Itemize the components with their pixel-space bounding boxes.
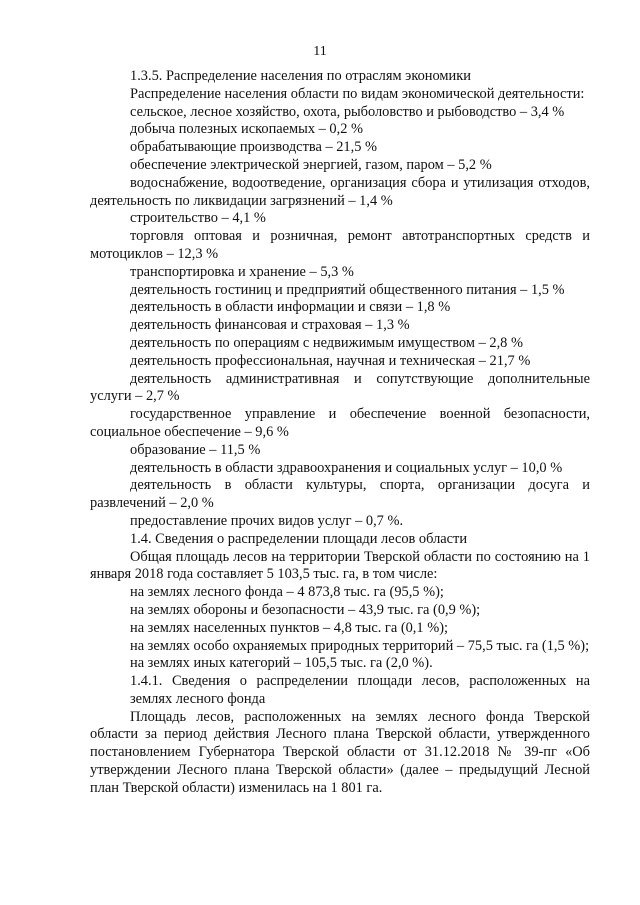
paragraph: сельское, лесное хозяйство, охота, рыболовство и рыбоводство – 3,4 % <box>130 103 565 120</box>
paragraph: деятельность профессиональная, научная и техническая – 21,7 % <box>130 352 531 369</box>
paragraph: обрабатывающие производства – 21,5 % <box>130 139 378 156</box>
document-body <box>90 68 590 798</box>
page-number: 11 <box>313 44 327 59</box>
paragraph: Площадь лесов, расположенных на землях лесного фонда Тверской области за период действия Лесного плана Тверской области, утвержденного постановлением Губернатора Тверской области от 31.12.2018 № 39-пг «Об утверждении Лесного плана Тверской области» (далее – предыдущий Лесной план Тверской области) изменилась на 1 801 га. <box>90 708 590 796</box>
paragraph: водоснабжение, водоотведение, организация сбора и утилизация отходов, деятельность по ликвидации загрязнений – 1,4 % <box>90 174 590 209</box>
paragraph: на землях лесного фонда – 4 873,8 тыс. га (95,5 %); <box>130 584 444 601</box>
paragraph: деятельность административная и сопутствующие дополнительные услуги – 2,7 % <box>90 370 590 405</box>
paragraph: предоставление прочих видов услуг – 0,7 %. <box>130 512 404 529</box>
paragraph: деятельность финансовая и страховая – 1,3 % <box>130 317 410 334</box>
paragraph: деятельность по операциям с недвижимым имуществом – 2,8 % <box>130 334 523 351</box>
paragraph: 1.3.5. Распределение населения по отраслям экономики <box>130 68 471 84</box>
paragraph: Общая площадь лесов на территории Тверской области по состоянию на 1 января 2018 года составляет 5 103,5 тыс. га, в том числе: <box>90 548 590 583</box>
paragraph: образование – 11,5 % <box>130 441 261 458</box>
paragraph: торговля оптовая и розничная, ремонт автотранспортных средств и мотоциклов – 12,3 % <box>90 228 590 262</box>
paragraph: на землях населенных пунктов – 4,8 тыс. га (0,1 %); <box>130 619 448 636</box>
paragraph: добыча полезных ископаемых – 0,2 % <box>130 121 363 138</box>
paragraph: деятельность в области культуры, спорта, организации досуга и развлечений – 2,0 % <box>90 477 590 512</box>
paragraph: 1.4.1. Сведения о распределении площади лесов, расположенных на землях лесного фонда <box>130 673 590 707</box>
paragraph: 1.4. Сведения о распределении площади лесов области <box>130 530 468 547</box>
paragraph: на землях иных категорий – 105,5 тыс. га (2,0 %). <box>130 655 433 672</box>
paragraph: строительство – 4,1 % <box>130 210 266 227</box>
paragraph: на землях обороны и безопасности – 43,9 тыс. га (0,9 %); <box>130 601 481 618</box>
paragraph: Распределение населения области по видам экономической деятельности: <box>130 85 585 102</box>
paragraph: транспортировка и хранение – 5,3 % <box>130 263 354 280</box>
paragraph: обеспечение электрической энергией, газом, паром – 5,2 % <box>130 156 492 173</box>
paragraph: деятельность гостиниц и предприятий общественного питания – 1,5 % <box>130 281 565 298</box>
paragraph: государственное управление и обеспечение военной безопасности, социальное обеспечение – 9,6 % <box>90 406 590 440</box>
paragraph: деятельность в области здравоохранения и социальных услуг – 10,0 % <box>130 459 563 476</box>
paragraph: деятельность в области информации и связи – 1,8 % <box>130 299 451 316</box>
paragraph: на землях особо охраняемых природных территорий – 75,5 тыс. га (1,5 %); <box>130 637 590 654</box>
